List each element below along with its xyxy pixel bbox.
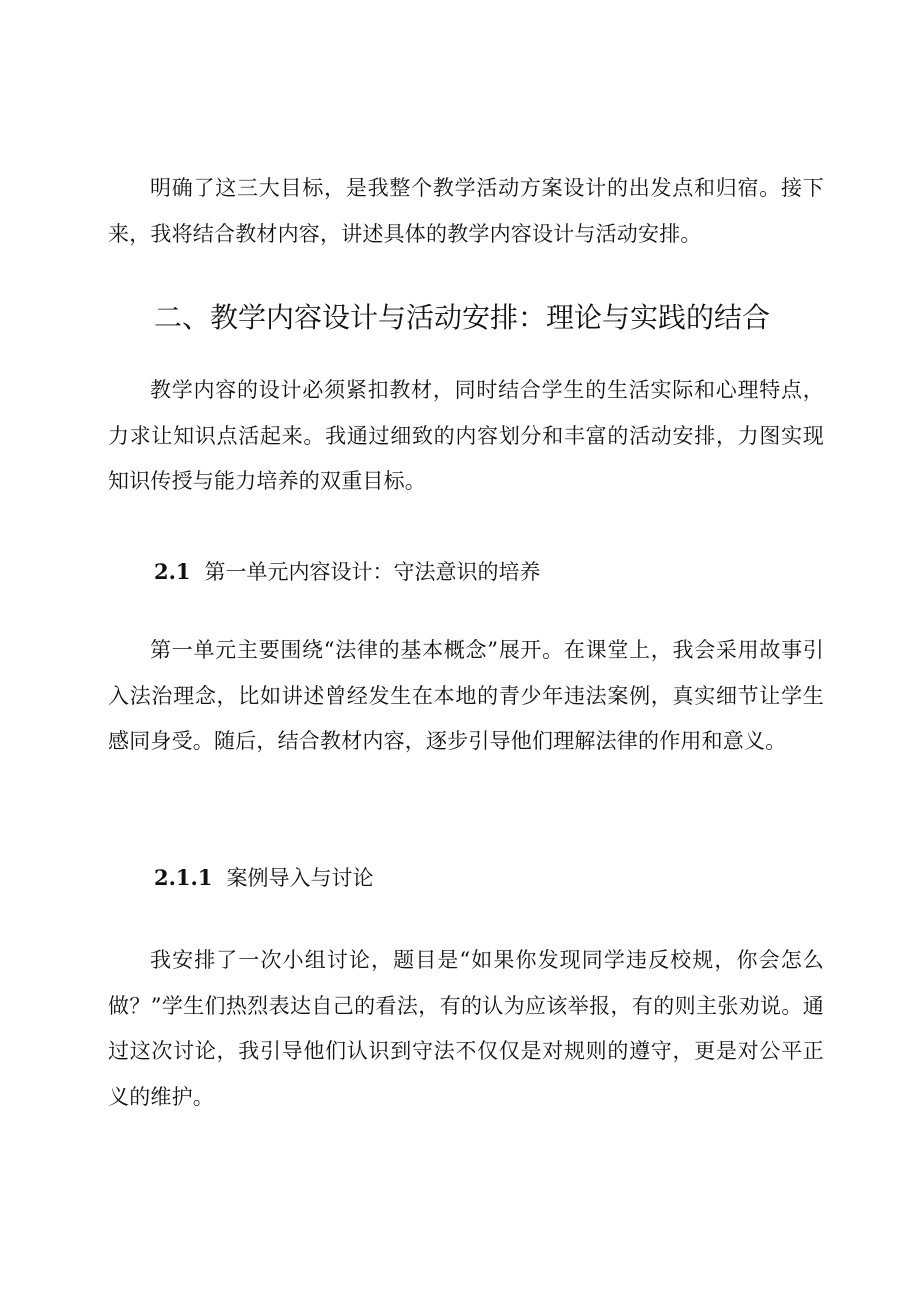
section-2-paragraph: 教学内容的设计必须紧扣教材，同时结合学生的生活实际和心理特点，力求让知识点活起来。我通过细致的内容划分和丰富的活动安排，力图实现知识传授与能力培养的双重目标。 [108, 378, 824, 493]
section-2-1-1-title: 案例导入与讨论 [226, 866, 374, 890]
intro-paragraph: 明确了这三大目标，是我整个教学活动方案设计的出发点和归宿。接下来，我将结合教材内容，讲述具体的教学内容设计与活动安排。 [108, 176, 824, 246]
section-2-1-1-number: 2.1.1 [154, 865, 213, 890]
section-2-1-1-paragraph: 我安排了一次小组讨论，题目是“如果你发现同学违反校规，你会怎么做？”学生们热烈表达自己的看法，有的认为应该举报，有的则主张劝说。通过这次讨论，我引导他们认识到守法不仅仅是对规则的遵守，更是对公平正义的维护。 [108, 948, 824, 1109]
section-2-1-number: 2.1 [154, 559, 191, 584]
section-2-1-title: 第一单元内容设计：守法意识的培养 [204, 560, 541, 584]
section-2-1-paragraph: 第一单元主要围绕“法律的基本概念”展开。在课堂上，我会采用故事引入法治理念，比如讲述曾经发生在本地的青少年违法案例，真实细节让学生感同身受。随后，结合教材内容，逐步引导他们理解法律的作用和意义。 [108, 638, 824, 753]
section-2-1-heading [154, 556, 541, 588]
section-2-heading: 二、教学内容设计与活动安排：理论与实践的结合 [154, 301, 771, 334]
section-2-1-1-heading [154, 862, 373, 894]
